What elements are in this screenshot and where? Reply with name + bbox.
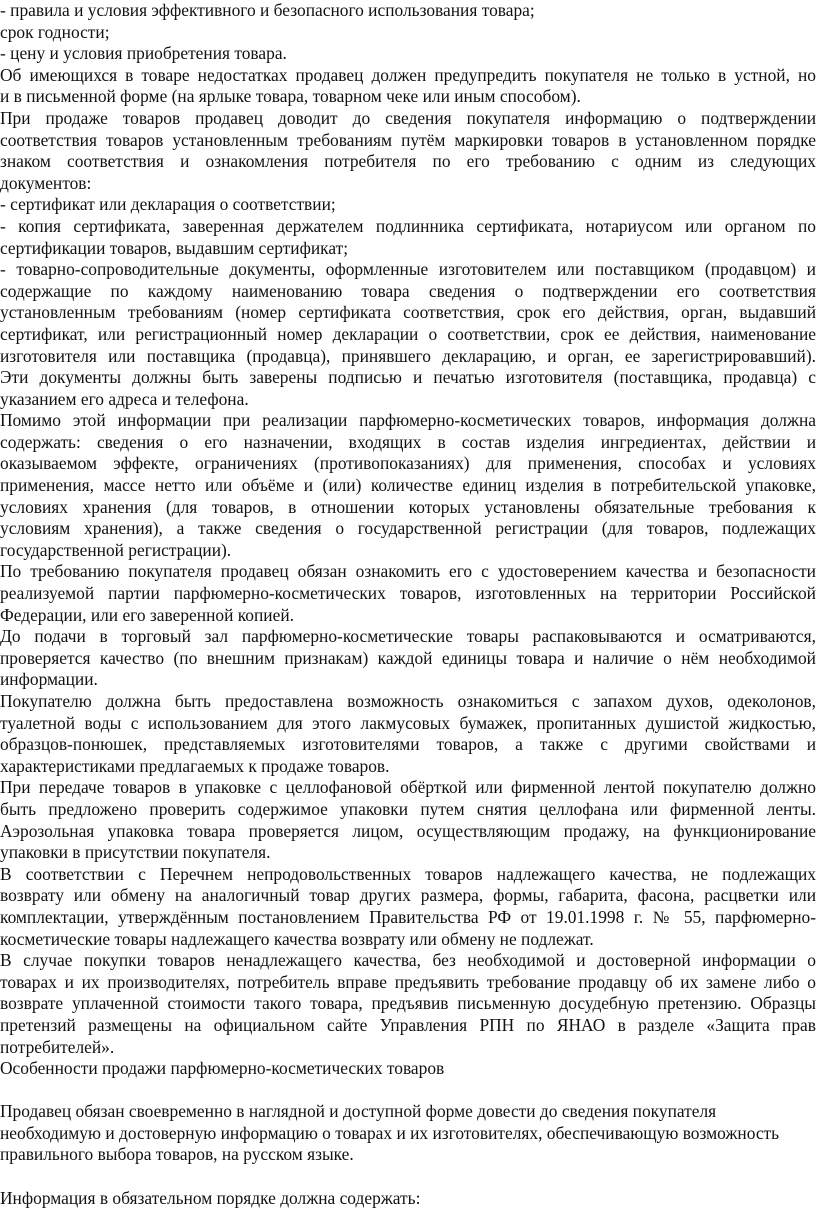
blank-line bbox=[0, 1166, 816, 1188]
text-line: быть предложено проверить содержимое упаковки путем снятия целлофана или фирменной ленты. bbox=[0, 798, 816, 819]
paragraph bbox=[0, 950, 816, 1058]
text-line: - цену и условия приобретения товара. bbox=[0, 43, 287, 64]
paragraph bbox=[0, 43, 816, 65]
text-line: необходимую и достоверную информацию о товарах и их изготовителях, обеспечивающую возможность bbox=[0, 1122, 780, 1143]
text-line: применения, массе нетто или объёме и (или) количестве единиц изделия в потребительской упаковке, bbox=[0, 475, 816, 496]
text-line: косметические товары надлежащего качества возврату или обмену не подлежат. bbox=[0, 928, 594, 949]
text-line: оказываемом эффекте, ограничениях (противопоказаниях) для применения, способах и условиях bbox=[0, 453, 816, 474]
paragraph bbox=[0, 691, 816, 777]
text-line: образцов-понюшек, представляемых изготовителями товаров, а также с другими свойствами и bbox=[0, 734, 816, 755]
text-line: указанием его адреса и телефона. bbox=[0, 388, 249, 409]
paragraph bbox=[0, 259, 816, 410]
text-line: соответствия товаров установленным требованиям путём маркировки товаров в установленном порядке bbox=[0, 129, 816, 150]
text-line: Помимо этой информации при реализации парфюмерно-косметических товаров, информация должна bbox=[0, 410, 816, 431]
text-line: упаковки в присутствии покупателя. bbox=[0, 842, 271, 863]
text-line: характеристиками предлагаемых к продаже товаров. bbox=[0, 755, 390, 776]
paragraph bbox=[0, 410, 816, 561]
text-line: В случае покупки товаров ненадлежащего качества, без необходимой и достоверной информации о bbox=[0, 950, 816, 971]
paragraph bbox=[0, 1058, 816, 1080]
paragraph bbox=[0, 194, 816, 216]
text-line: Продавец обязан своевременно в наглядной и доступной форме довести до сведения покупателя bbox=[0, 1101, 717, 1122]
text-line: - сертификат или декларация о соответствии; bbox=[0, 194, 336, 215]
text-line: срок годности; bbox=[0, 21, 110, 42]
text-line: При продаже товаров продавец доводит до сведения покупателя информацию о подтверждении bbox=[0, 107, 816, 128]
text-line: установленным требованиям (номер сертификата соответствия, срок его действия, орган, выдавший bbox=[0, 302, 816, 323]
paragraph bbox=[0, 22, 816, 44]
text-line: возврату или обмену на аналогичный товар других размера, формы, габарита, фасона, расцветки или bbox=[0, 885, 816, 906]
text-line: правильного выбора товаров, на русском языке. bbox=[0, 1144, 354, 1165]
text-line: Федерации, или его заверенной копией. bbox=[0, 604, 294, 625]
text-line: государственной регистрации). bbox=[0, 539, 232, 560]
text-line: В соответствии с Перечнем непродовольственных товаров надлежащего качества, не подлежащих bbox=[0, 863, 816, 884]
text-line: претензий размещены на официальном сайте Управления РПН по ЯНАО в разделе «Защита прав bbox=[0, 1014, 816, 1035]
text-line: Информация в обязательном порядке должна содержать: bbox=[0, 1187, 421, 1208]
blank-line bbox=[0, 1080, 816, 1102]
text-line: сертификат, или регистрационный номер декларации о соответствии, срок ее действия, наименование bbox=[0, 323, 816, 344]
paragraph bbox=[0, 216, 816, 259]
text-line: информации. bbox=[0, 669, 98, 690]
text-line: - правила и условия эффективного и безопасного использования товара; bbox=[0, 0, 535, 20]
text-line: - копия сертификата, заверенная держателем подлинника сертификата, нотариусом или органом по bbox=[0, 215, 816, 236]
text-line: знаком соответствия и ознакомления потребителя по его требованию с одним из следующих bbox=[0, 151, 816, 172]
text-line: По требованию покупателя продавец обязан ознакомить его с удостоверением качества и безопасности bbox=[0, 561, 816, 582]
text-line: Эти документы должны быть заверены подписью и печатью изготовителя (поставщика, продавца) с bbox=[0, 367, 816, 388]
text-line: реализуемой партии парфюмерно-косметических товаров, изготовленных на территории Российской bbox=[0, 583, 816, 604]
text-line: Об имеющихся в товаре недостатках продавец должен предупредить покупателя не только в устной, но bbox=[0, 64, 816, 85]
text-line: проверяется качество (по внешним признакам) каждой единицы товара и наличие о нём необходимой bbox=[0, 647, 816, 668]
section2-paragraph-1 bbox=[0, 1101, 816, 1166]
paragraph bbox=[0, 777, 816, 863]
paragraph bbox=[0, 0, 816, 22]
text-line: условиям хранения), а также сведения о государственной регистрации (для товаров, подлежащих bbox=[0, 518, 816, 539]
text-line: Особенности продажи парфюмерно-косметических товаров bbox=[0, 1058, 445, 1079]
paragraph bbox=[0, 626, 816, 691]
paragraph bbox=[0, 561, 816, 626]
text-line: До подачи в торговый зал парфюмерно-косметические товары распаковываются и осматриваются, bbox=[0, 626, 816, 647]
text-line: Аэрозольная упаковка товара проверяется лицом, осуществляющим продажу, на функционирование bbox=[0, 820, 816, 841]
text-line: содержать: сведения о его назначении, входящих в состав изделия ингредиентах, действии и bbox=[0, 431, 816, 452]
text-line: возврате уплаченной стоимости такого товара, предъявив письменную досудебную претензию. Образцы bbox=[0, 993, 816, 1014]
text-line: туалетной воды с использованием для этого лакмусовых бумажек, пропитанных душистой жидкостью, bbox=[0, 712, 816, 733]
text-line: содержащие по каждому наименованию товара сведения о подтверждении его соответствия bbox=[0, 280, 816, 301]
text-line: изготовителя или поставщика (продавца), принявшего декларацию, и орган, ее зарегистрировавший). bbox=[0, 345, 816, 366]
text-line: документов: bbox=[0, 172, 92, 193]
paragraph bbox=[0, 108, 816, 194]
text-line: и в письменной форме (на ярлыке товара, товарном чеке или иным способом). bbox=[0, 86, 581, 107]
paragraph bbox=[0, 65, 816, 108]
text-line: условиях хранения (для товаров, в отношении которых установлены обязательные требования к bbox=[0, 496, 816, 517]
text-line: товарах и их производителях, потребитель вправе предъявить требование продавцу об их замене либо о bbox=[0, 971, 816, 992]
paragraph bbox=[0, 864, 816, 950]
text-line: потребителей». bbox=[0, 1036, 115, 1057]
text-line: комплектации, утверждённым постановлением Правительства РФ от 19.01.1998 г. № 55, парфюмерно- bbox=[0, 906, 816, 927]
section2-paragraph-2 bbox=[0, 1188, 816, 1209]
text-line: При передаче товаров в упаковке с целлофановой обёрткой или фирменной лентой покупателю должно bbox=[0, 777, 816, 798]
text-line: - товарно-сопроводительные документы, оформленные изготовителем или поставщиком (продавцом) и bbox=[0, 259, 816, 280]
text-line: Покупателю должна быть предоставлена возможность ознакомиться с запахом духов, одеколонов, bbox=[0, 691, 816, 711]
text-line: сертификации товаров, выдавшим сертификат; bbox=[0, 237, 349, 258]
